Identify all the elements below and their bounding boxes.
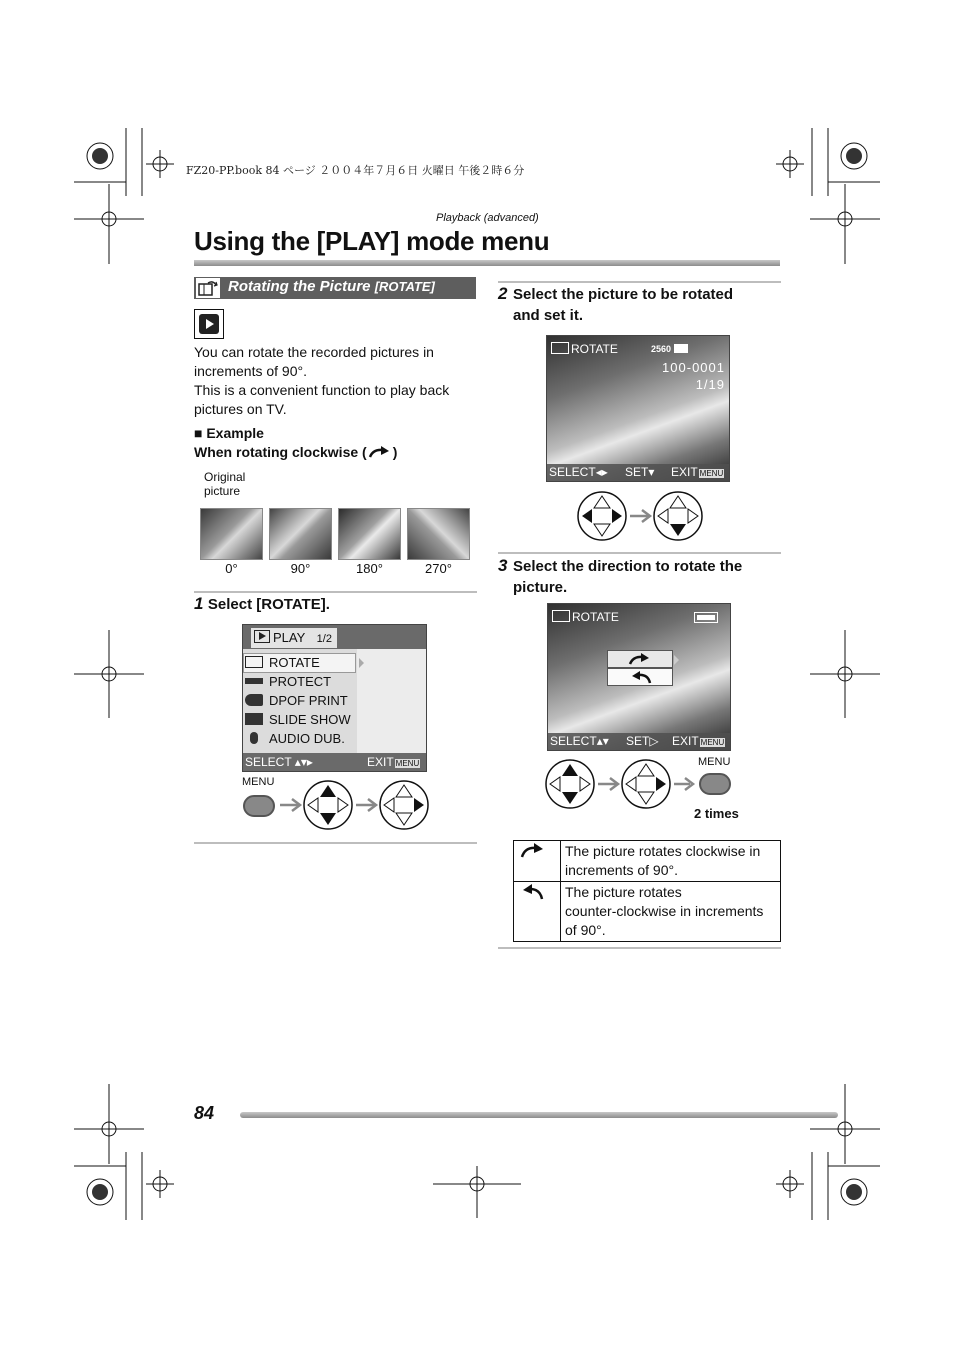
dpad-up-pressed-icon (304, 781, 352, 829)
set-hint: SET▷ (626, 734, 659, 748)
original-label-line: picture (204, 484, 241, 498)
rotate-clockwise-icon (518, 842, 548, 860)
lcd-footer (547, 464, 729, 481)
arrow-right-icon (280, 799, 300, 811)
exit-label: EXIT (672, 734, 699, 748)
dpad-left-right-icon (578, 492, 626, 540)
step-number: 2 (498, 284, 508, 303)
degree-label: 0° (225, 561, 238, 576)
intro-line: pictures on TV. (194, 401, 287, 417)
quality-icon (674, 344, 688, 353)
original-picture-label (204, 470, 245, 498)
degree-label: 270° (425, 561, 452, 576)
dpad-up-down-icon (546, 760, 594, 808)
menu-button-label: MENU (698, 756, 731, 768)
dpad-right-pressed-icon (380, 781, 428, 829)
example-caption (194, 443, 397, 462)
battery-icon (694, 612, 718, 623)
select-label: SELECT (550, 734, 597, 748)
menu-item-rotate[interactable] (245, 653, 320, 672)
section-tag: Playback (advanced) (436, 212, 539, 224)
lcd-footer (243, 753, 426, 771)
arrow-right-icon (674, 778, 693, 790)
lcd-title (551, 342, 618, 356)
select-label: SELECT (245, 755, 292, 769)
lcd-title-text: ROTATE (571, 342, 618, 356)
dpad-down-pressed-icon (654, 492, 702, 540)
play-menu-lcd (242, 624, 427, 772)
table-text-cell (561, 841, 781, 882)
menu-button[interactable] (699, 773, 731, 795)
table-text-line: The picture rotates (565, 884, 682, 900)
play-icon (254, 630, 270, 643)
step1-controls (276, 780, 432, 832)
exit-hint (672, 733, 725, 751)
rotate-direction-lcd (547, 603, 731, 751)
example-caption-end: ) (392, 444, 398, 460)
menu-item-audio-dub[interactable] (245, 729, 345, 748)
menu-item-label: PROTECT (269, 674, 332, 689)
set-label: SET (625, 465, 649, 479)
select-hint: SELECT◂▸ (549, 465, 608, 479)
exit-label: EXIT (367, 755, 394, 769)
divider (498, 947, 781, 949)
page-title: Using the [PLAY] mode menu (194, 226, 550, 256)
step2-controls (576, 490, 706, 542)
thumbnail-180 (338, 508, 401, 560)
rotate-select-lcd (546, 335, 730, 482)
table-text-line: of 90°. (565, 922, 606, 938)
menu-item-label: AUDIO DUB. (269, 731, 345, 746)
step3-controls (544, 758, 696, 810)
submenu-arrow-icon (359, 658, 364, 668)
step-number: 1 (194, 594, 204, 613)
exit-label: EXIT (671, 465, 698, 479)
play-tab (251, 628, 337, 648)
degree-label: 90° (290, 561, 311, 576)
intro-line: increments of 90°. (194, 363, 307, 379)
key-icon (245, 678, 263, 684)
menu-page-indicator: 1/2 (316, 633, 332, 645)
counterclockwise-option[interactable] (607, 668, 673, 686)
rotate-icon (551, 342, 569, 354)
table-text-line: increments of 90°. (565, 862, 678, 878)
microphone-icon (250, 732, 258, 744)
table-text-cell (561, 882, 781, 942)
menu-button-label: MENU (242, 776, 275, 788)
resolution-indicator (651, 344, 688, 354)
select-label: SELECT (549, 465, 596, 479)
dpad-right-pressed-icon (622, 760, 670, 808)
select-hint: SELECT ▴▾▸ (245, 755, 313, 769)
rotate-counterclockwise-icon (518, 883, 548, 901)
set-label: SET (626, 734, 650, 748)
step-text (513, 556, 742, 598)
option-arrow-icon (674, 655, 679, 665)
picture-counter: 1/19 (695, 377, 725, 392)
step-text (513, 284, 733, 326)
intro-line: You can rotate the recorded pictures in (194, 344, 434, 360)
step-text-line: picture. (513, 579, 568, 596)
step-text-line: Select the direction to rotate the (513, 558, 743, 575)
example-heading: ■ Example (194, 425, 264, 441)
table-row (514, 882, 781, 942)
exit-hint (671, 464, 724, 482)
submenu-panel (357, 649, 426, 753)
title-rule (194, 260, 780, 266)
clockwise-option[interactable] (607, 650, 673, 668)
divider (498, 552, 781, 554)
step-1-heading (194, 594, 330, 615)
table-row (514, 841, 781, 882)
select-hint: SELECT▴▾ (550, 734, 609, 748)
rotation-table (513, 840, 781, 942)
subsection-title: Rotating the Picture (228, 278, 371, 295)
subsection-title-suffix: [ROTATE] (374, 279, 435, 294)
intro-line: This is a convenient function to play back (194, 382, 450, 398)
intro-text (194, 343, 449, 419)
thumbnail-0 (200, 508, 263, 560)
lcd-footer (548, 733, 730, 750)
arrow-right-icon (356, 799, 376, 811)
footer-rule (240, 1112, 838, 1118)
menu-badge: MENU (395, 759, 420, 768)
resolution-text: 2560 (651, 344, 672, 354)
lcd-title (552, 610, 619, 624)
step-text: Select [ROTATE]. (207, 596, 330, 613)
menu-item-label: ROTATE (269, 655, 320, 670)
menu-item-label: DPOF PRINT (269, 693, 348, 708)
table-text-line: counter-clockwise in increments (565, 903, 764, 919)
rotate-icon (245, 656, 263, 668)
table-text-line: The picture rotates clockwise in (565, 843, 761, 859)
divider (194, 842, 477, 844)
example-caption-text: When rotating clockwise ( (194, 444, 367, 460)
thumbnail-270 (407, 508, 470, 560)
subsection-heading (194, 277, 476, 299)
menu-badge: MENU (700, 738, 725, 747)
step-text-line: Select the picture to be rotated (513, 286, 734, 303)
clockwise-arrow-icon (367, 445, 393, 459)
page-number: 84 (194, 1103, 215, 1123)
print-header: FZ20-PP.book 84 ページ ２００４年７月６日 火曜日 午後２時６分 (186, 164, 525, 177)
arrow-right-icon (598, 778, 618, 790)
play-tab-label: PLAY (273, 630, 306, 645)
rotate-icon (552, 610, 570, 622)
thumbnail-90 (269, 508, 332, 560)
press-count-label: 2 times (694, 806, 739, 821)
original-label-line: Original (204, 470, 246, 484)
lcd-title-text: ROTATE (572, 610, 619, 624)
step-number: 3 (498, 556, 508, 575)
slideshow-icon (245, 713, 263, 725)
menu-badge: MENU (699, 469, 724, 478)
menu-item-dpof-print[interactable] (245, 691, 348, 710)
menu-button[interactable] (243, 795, 275, 817)
play-mode-icon (194, 309, 224, 339)
menu-item-label: SLIDE SHOW (269, 712, 351, 727)
degree-label: 180° (356, 561, 383, 576)
rotate-icon (196, 278, 220, 298)
exit-hint (367, 753, 420, 772)
divider (194, 591, 477, 593)
menu-item-slide-show[interactable] (245, 710, 351, 729)
step-text-line: and set it. (513, 307, 584, 324)
printer-icon (245, 694, 263, 706)
table-icon-cell (514, 882, 561, 942)
set-hint: SET▾ (625, 465, 655, 479)
file-number: 100-0001 (662, 360, 725, 375)
rotate-counterclockwise-icon (608, 669, 672, 685)
divider (498, 281, 781, 283)
arrow-right-icon (630, 510, 650, 522)
rotate-clockwise-icon (608, 651, 672, 667)
table-icon-cell (514, 841, 561, 882)
menu-item-protect[interactable] (245, 672, 331, 691)
